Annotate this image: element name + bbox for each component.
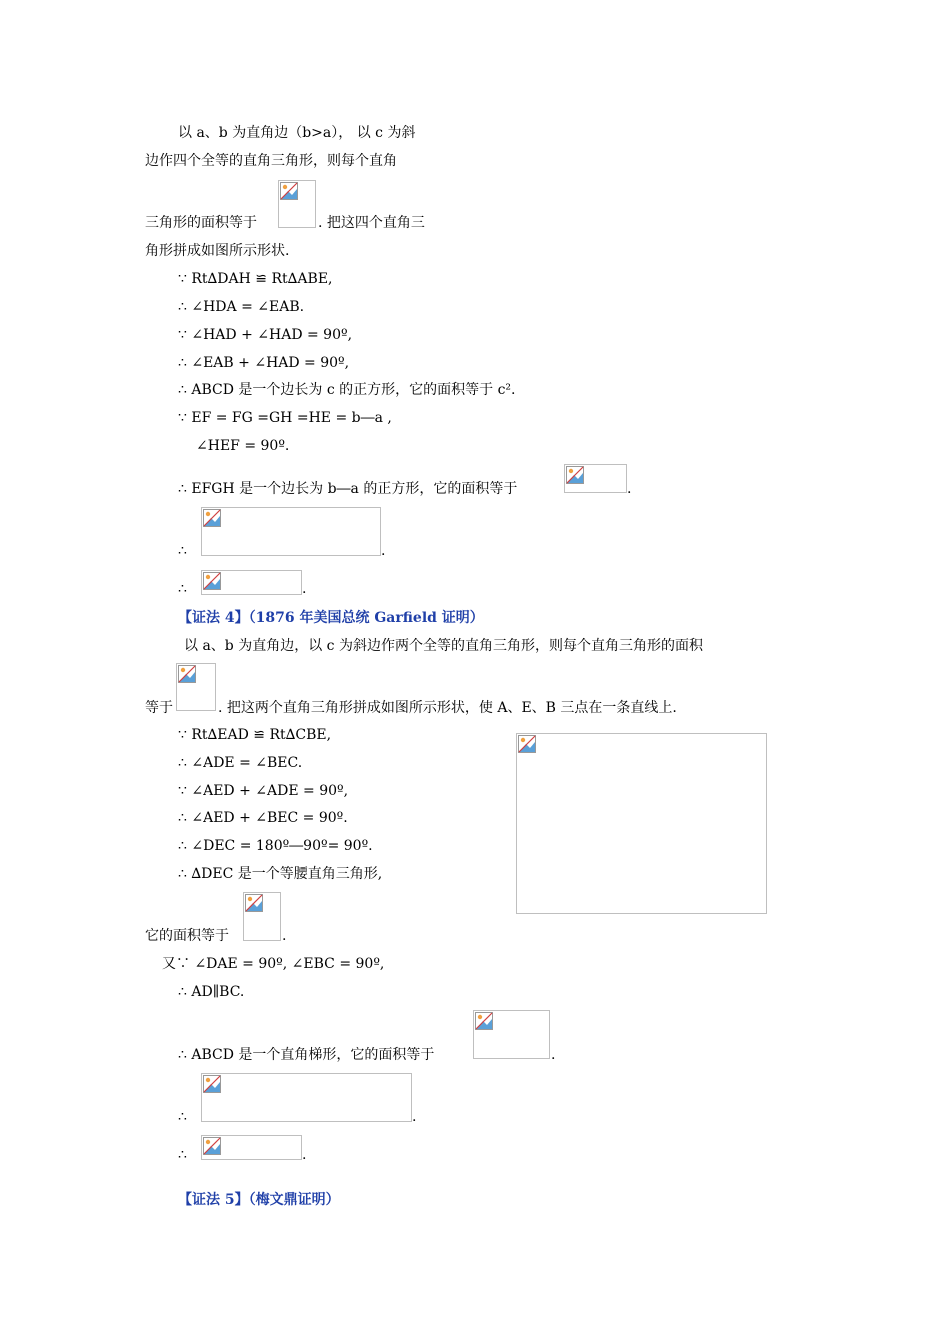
proof3-line-2: ∴ ∠HDA = ∠EAB. — [178, 299, 305, 315]
therefore-symbol: ∴ — [178, 1109, 187, 1125]
proof4-line-1: ∵ Rt∆EAD ≌ Rt∆CBE, — [178, 727, 332, 743]
proof3-line-5: ∴ ABCD 是一个边长为 c 的正方形，它的面积等于 c². — [178, 382, 516, 398]
broken-image-icon — [203, 1075, 221, 1093]
formula-image-square-area — [564, 464, 627, 493]
broken-image-icon — [475, 1012, 493, 1030]
formula-image-trapezoid-area — [473, 1010, 550, 1059]
proof3-line-8-end: . — [627, 481, 632, 497]
period: . — [381, 543, 386, 559]
broken-image-icon — [245, 894, 263, 912]
formula-image-isosceles-area — [243, 892, 281, 941]
period: . — [412, 1109, 417, 1125]
proof3-line-7: ∠HEF = 90º. — [196, 438, 290, 454]
broken-image-icon — [203, 1137, 221, 1155]
broken-image-icon — [203, 509, 221, 527]
proof4-line-8: 又∵ ∠DAE = 90º, ∠EBC = 90º, — [162, 956, 385, 972]
proof3-line-4: ∴ ∠EAB + ∠HAD = 90º, — [178, 355, 350, 371]
broken-image-icon — [280, 182, 298, 200]
proof4-heading-note: （1876 年美国总统 Garfield 证明） — [248, 610, 484, 626]
proof4-intro-1: 以 a、b 为直角边，以 c 为斜边作两个全等的直角三角形，则每个直角三角形的面积 — [184, 638, 703, 654]
intro-line-1: 以 a、b 为直角边（b>a）， 以 c 为斜 — [178, 125, 416, 141]
proof3-line-6: ∵ EF = FG =GH =HE = b―a , — [178, 410, 392, 426]
figure-image-trapezoid — [516, 733, 767, 914]
proof4-line-2: ∴ ∠ADE = ∠BEC. — [178, 755, 303, 771]
proof3-line-8: ∴ EFGH 是一个边长为 b―a 的正方形，它的面积等于 — [178, 481, 518, 497]
therefore-symbol: ∴ — [178, 581, 187, 597]
period: . — [302, 1147, 307, 1163]
proof4-line-6: ∴ ∆DEC 是一个等腰直角三角形, — [178, 866, 383, 882]
proof5-heading — [178, 1191, 340, 1209]
therefore-symbol: ∴ — [178, 1147, 187, 1163]
proof3-line-1: ∵ Rt∆DAH ≌ Rt∆ABE, — [178, 271, 333, 287]
intro-line-3b: . 把这四个直角三 — [318, 215, 425, 231]
formula-image-equation-1 — [201, 507, 381, 556]
formula-image-triangle-area — [278, 180, 316, 228]
period: . — [302, 581, 307, 597]
proof4-heading — [178, 609, 484, 627]
broken-image-icon — [566, 466, 584, 484]
proof3-line-3: ∵ ∠HAD + ∠HAD = 90º, — [178, 327, 353, 343]
proof4-line-10: ∴ ABCD 是一个直角梯形，它的面积等于 — [178, 1047, 435, 1063]
proof5-heading-note: （梅文鼎证明） — [248, 1192, 340, 1208]
proof4-line-7a: 它的面积等于 — [145, 928, 229, 944]
proof4-intro-2b: . 把这两个直角三角形拼成如图所示形状，使 A、E、B 三点在一条直线上. — [218, 700, 677, 716]
intro-line-3a: 三角形的面积等于 — [145, 215, 257, 231]
formula-image-triangle-area — [176, 663, 216, 711]
broken-image-icon — [203, 572, 221, 590]
proof4-line-4: ∴ ∠AED + ∠BEC = 90º. — [178, 810, 348, 826]
proof4-line-7b: . — [282, 928, 287, 944]
proof4-line-9: ∴ AD∥BC. — [178, 984, 245, 1000]
proof4-intro-2a: 等于 — [145, 700, 173, 716]
formula-image-equation-2 — [201, 570, 302, 595]
intro-line-2: 边作四个全等的直角三角形，则每个直角 — [145, 153, 397, 169]
intro-line-4: 角形拼成如图所示形状. — [145, 243, 290, 259]
formula-image-equation-4 — [201, 1135, 302, 1160]
proof4-line-3: ∵ ∠AED + ∠ADE = 90º, — [178, 783, 349, 799]
proof4-line-5: ∴ ∠DEC = 180º―90º= 90º. — [178, 838, 373, 854]
proof4-heading-label: 【证法 4】 — [178, 610, 249, 626]
therefore-symbol: ∴ — [178, 543, 187, 559]
broken-image-icon — [178, 665, 196, 683]
proof4-line-10-end: . — [551, 1047, 556, 1063]
broken-image-icon — [518, 735, 536, 753]
formula-image-equation-3 — [201, 1073, 412, 1122]
proof5-heading-label: 【证法 5】 — [178, 1192, 249, 1208]
